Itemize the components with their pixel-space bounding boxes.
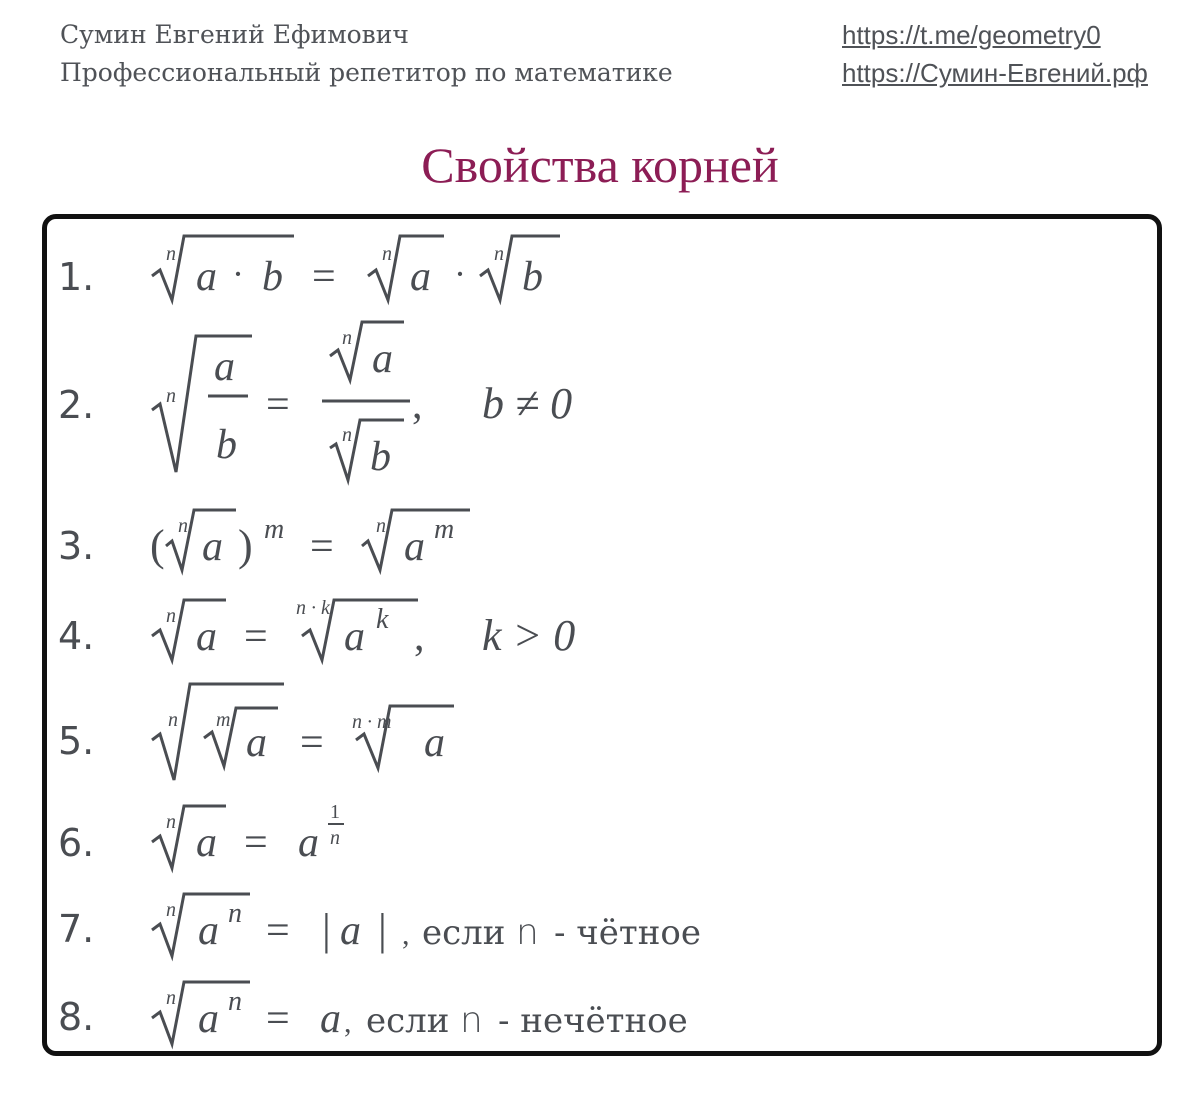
svg-text:n · k: n · k — [296, 597, 330, 619]
author-subtitle: Профессиональный репетитор по математике — [60, 58, 673, 87]
svg-text:m: m — [434, 514, 455, 545]
website-link[interactable]: https://Сумин-Евгений.рф — [842, 58, 1148, 88]
formula-number-5: 5. — [58, 719, 95, 763]
author-name: Сумин Евгений Ефимович — [60, 20, 409, 49]
svg-text:n: n — [376, 515, 386, 537]
formula-number-7: 7. — [58, 907, 95, 951]
svg-text:·: · — [232, 254, 244, 294]
svg-text:(: ( — [150, 521, 165, 570]
svg-text:n: n — [168, 709, 178, 731]
svg-text:n: n — [330, 827, 340, 849]
svg-text:b: b — [262, 254, 283, 300]
svg-text:n · m: n · m — [352, 711, 392, 733]
svg-text:=: = — [244, 614, 268, 660]
svg-text:=: = — [300, 720, 324, 766]
formula-3 — [150, 510, 470, 570]
formula-8-if: если — [366, 1001, 450, 1041]
svg-text:a: a — [344, 614, 365, 660]
svg-text:n: n — [228, 898, 242, 929]
formula-1 — [152, 236, 560, 300]
formula-6 — [152, 801, 344, 868]
svg-text:,: , — [412, 382, 423, 428]
formula-number-4: 4. — [58, 614, 95, 658]
formula-2-condition: b ≠ 0 — [482, 379, 573, 428]
svg-text:b: b — [522, 254, 543, 300]
formula-8 — [152, 982, 688, 1044]
svg-text:n: n — [342, 424, 352, 446]
svg-text:n: n — [382, 243, 392, 265]
svg-text:=: = — [244, 820, 268, 866]
svg-text:a: a — [196, 254, 217, 300]
formula-4-condition: k > 0 — [482, 611, 576, 660]
svg-text:a: a — [202, 524, 223, 570]
telegram-link[interactable]: https://t.me/geometry0 — [842, 20, 1101, 50]
svg-text:|: | — [378, 905, 387, 954]
svg-text:n: n — [342, 327, 352, 349]
formula-2 — [152, 322, 572, 480]
svg-text:b: b — [216, 422, 237, 468]
formula-number-2: 2. — [58, 383, 95, 427]
svg-text:n: n — [228, 986, 242, 1017]
formula-7 — [152, 894, 701, 956]
formula-number-1: 1. — [58, 255, 95, 299]
formula-7-var: n — [516, 912, 539, 953]
svg-text:k: k — [376, 604, 389, 635]
svg-text:n: n — [166, 385, 176, 407]
svg-text:a: a — [404, 524, 425, 570]
page-title: Свойства корней — [421, 137, 779, 193]
svg-text:n: n — [166, 605, 176, 627]
svg-text:a: a — [410, 254, 431, 300]
svg-text:n: n — [166, 243, 176, 265]
svg-text:a: a — [198, 908, 219, 954]
svg-text:n: n — [166, 987, 176, 1009]
formula-7-parity: - чётное — [554, 913, 701, 953]
svg-text:a: a — [196, 820, 217, 866]
svg-text:b: b — [370, 434, 391, 480]
svg-text:=: = — [266, 908, 290, 954]
formula-number-6: 6. — [58, 821, 95, 865]
formula-number-8: 8. — [58, 995, 95, 1039]
svg-text:a: a — [424, 720, 445, 766]
svg-text:a: a — [340, 908, 361, 954]
svg-text:): ) — [238, 521, 253, 570]
svg-text:m: m — [216, 709, 231, 731]
svg-text:·: · — [454, 254, 466, 294]
formula-5 — [152, 684, 454, 780]
svg-text:1: 1 — [330, 801, 340, 823]
svg-text:,: , — [402, 918, 410, 951]
formula-8-var: n — [460, 1000, 483, 1041]
formula-7-if: если — [422, 913, 506, 953]
formula-4 — [152, 597, 575, 660]
svg-text:a: a — [320, 996, 341, 1042]
formula-number-3: 3. — [58, 524, 95, 568]
svg-text:=: = — [266, 382, 290, 428]
svg-text:a: a — [246, 720, 267, 766]
svg-text:n: n — [494, 243, 504, 265]
svg-text:a: a — [198, 996, 219, 1042]
svg-text:a: a — [372, 336, 393, 382]
svg-text:,: , — [344, 1006, 352, 1039]
svg-text:a: a — [214, 344, 235, 390]
svg-text:m: m — [264, 514, 285, 545]
svg-text:|: | — [322, 905, 331, 954]
svg-text:,: , — [414, 614, 425, 660]
svg-text:a: a — [196, 614, 217, 660]
svg-text:=: = — [312, 254, 336, 300]
svg-text:=: = — [266, 996, 290, 1042]
svg-text:=: = — [310, 524, 334, 570]
svg-text:n: n — [178, 515, 188, 537]
svg-text:n: n — [166, 899, 176, 921]
formula-8-parity: - нечётное — [498, 1001, 688, 1041]
svg-text:n: n — [166, 811, 176, 833]
svg-text:a: a — [298, 820, 319, 866]
